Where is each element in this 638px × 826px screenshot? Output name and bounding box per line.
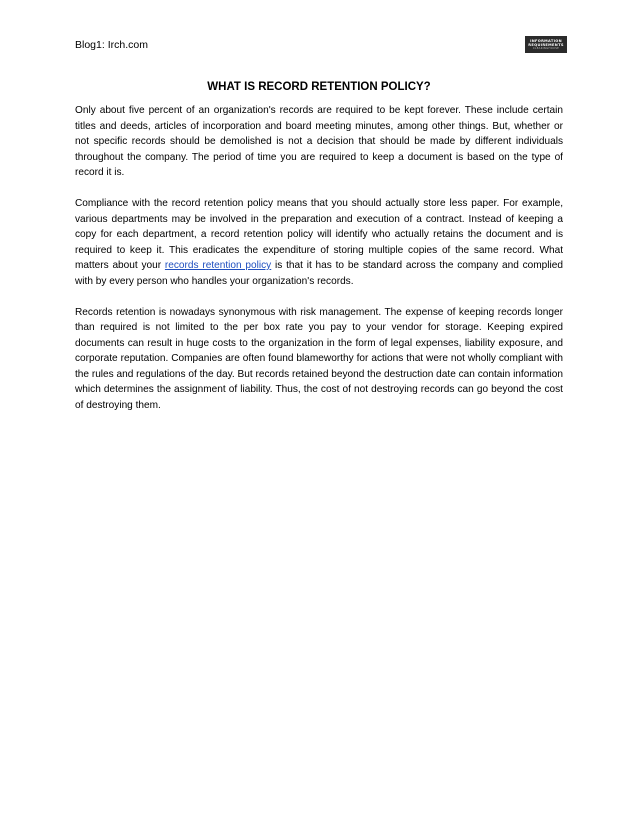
paragraph-2 — [75, 196, 563, 289]
logo-line-3: CLEARINGHOUSE — [532, 47, 560, 50]
paragraph-2-text-before-link: Compliance with the record retention policy means that you should actually store less paper. For example, various departments may be involved in the preparation and execution of a contract. Instead of keeping a copy for each department, a record retention policy will identify who actually retains the document and is required to keep it. This eradicates the expenditure of storing multiple copies of the same record. What matters about your — [75, 198, 563, 271]
paragraph-1: Only about five percent of an organization's records are required to be kept forever. These include certain titles and deeds, articles of incorporation and board meeting minutes, among other things. But, whether or not specific records should be demolished is not a decision that should be made by different individuals throughout the company. The period of time you are required to keep a document is based on the type of record it is. — [75, 105, 563, 178]
paragraph-3: Records retention is nowadays synonymous with risk management. The expense of keeping records longer than required is not limited to the per box rate you pay to your vendor for storage. Keeping expired documents can result in huge costs to the organization in the form of legal expenses, liability exposure, and corporate reputation. Companies are often found blameworthy for actions that were not wholly compliant with the rules and regulations of the day. But records retained beyond the destruction date can contain information which determines the assignment of liability. Thus, the cost of not destroying records can go beyond the cost of destroying them. — [75, 306, 563, 411]
article-body — [75, 103, 563, 429]
logo-line-2: REQUIREMENTS — [528, 43, 564, 47]
blog-header-label: Blog1: Irch.com — [75, 39, 148, 51]
logo-line-1: INFORMATION — [530, 39, 562, 43]
paragraph-2-text-after-link: is that it has to be standard across the company and complied with by every person who handles your organization's records. — [75, 260, 563, 287]
records-retention-policy-link[interactable]: records retention policy — [164, 260, 272, 271]
company-logo — [525, 36, 567, 53]
article-title: WHAT IS RECORD RETENTION POLICY? — [207, 81, 431, 93]
